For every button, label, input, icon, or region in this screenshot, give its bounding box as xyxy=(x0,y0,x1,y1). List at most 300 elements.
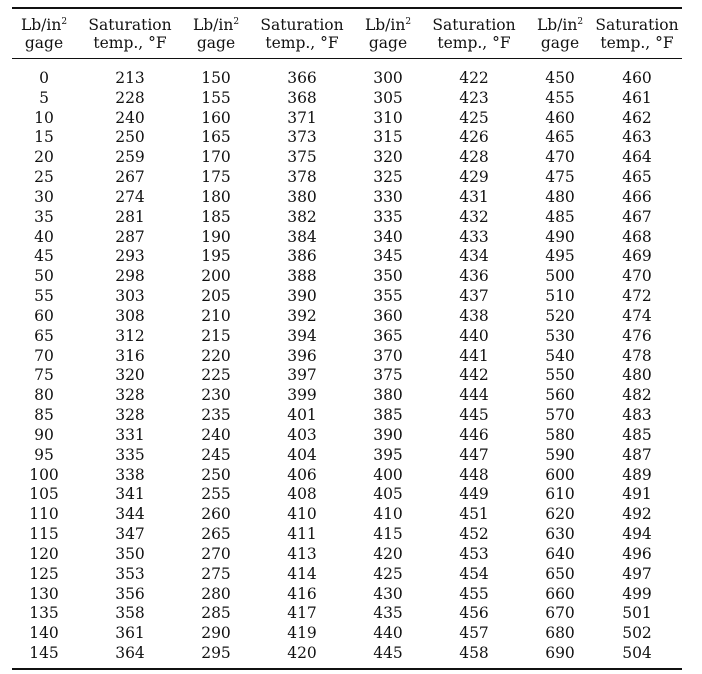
cell-temp-4: 494 xyxy=(622,525,652,544)
cell-temp-3: 429 xyxy=(459,168,489,187)
cell-pressure-1: 55 xyxy=(34,287,54,306)
table-row xyxy=(12,188,682,208)
cell-pressure-1: 130 xyxy=(29,584,59,603)
cell-pressure-1: 140 xyxy=(29,624,59,643)
table-row xyxy=(12,604,682,624)
cell-temp-3: 425 xyxy=(459,108,489,127)
cell-pressure-3: 415 xyxy=(373,525,403,544)
table-row xyxy=(12,406,682,426)
cell-pressure-3: 430 xyxy=(373,584,403,603)
cell-temp-4: 499 xyxy=(622,584,652,603)
cell-pressure-2: 180 xyxy=(201,187,231,206)
cell-temp-3: 452 xyxy=(459,525,489,544)
cell-pressure-1: 95 xyxy=(34,445,54,464)
header-pressure-unit: gage xyxy=(540,33,580,52)
cell-temp-1: 298 xyxy=(115,267,145,286)
cell-temp-2: 397 xyxy=(287,366,317,385)
cell-pressure-3: 350 xyxy=(373,267,403,286)
cell-temp-1: 331 xyxy=(115,425,145,444)
header-pressure-sup: 2 xyxy=(405,16,412,27)
cell-temp-2: 414 xyxy=(287,564,317,583)
cell-temp-3: 446 xyxy=(459,425,489,444)
cell-temp-3: 432 xyxy=(459,207,489,226)
cell-temp-3: 448 xyxy=(459,465,489,484)
cell-pressure-3: 425 xyxy=(373,564,403,583)
cell-pressure-1: 60 xyxy=(34,306,54,325)
cell-temp-3: 436 xyxy=(459,267,489,286)
cell-temp-3: 447 xyxy=(459,445,489,464)
cell-pressure-4: 480 xyxy=(545,187,575,206)
cell-temp-2: 384 xyxy=(287,227,317,246)
cell-temp-1: 259 xyxy=(115,148,145,167)
table-row xyxy=(12,128,682,148)
cell-pressure-3: 395 xyxy=(373,445,403,464)
cell-pressure-3: 445 xyxy=(373,644,403,663)
cell-pressure-2: 155 xyxy=(201,88,231,107)
cell-pressure-3: 340 xyxy=(373,227,403,246)
cell-temp-2: 419 xyxy=(287,624,317,643)
cell-temp-3: 455 xyxy=(459,584,489,603)
table-row xyxy=(12,644,682,664)
cell-pressure-4: 610 xyxy=(545,485,575,504)
cell-pressure-4: 475 xyxy=(545,168,575,187)
cell-temp-1: 328 xyxy=(115,386,145,405)
header-pressure-unit: gage xyxy=(368,33,408,52)
cell-pressure-2: 270 xyxy=(201,544,231,563)
cell-pressure-4: 510 xyxy=(545,287,575,306)
table-row xyxy=(12,386,682,406)
header-temp-unit: temp., °F xyxy=(600,33,674,52)
cell-temp-3: 442 xyxy=(459,366,489,385)
cell-pressure-4: 660 xyxy=(545,584,575,603)
table-row xyxy=(12,525,682,545)
cell-pressure-4: 470 xyxy=(545,148,575,167)
cell-temp-4: 472 xyxy=(622,287,652,306)
cell-pressure-2: 210 xyxy=(201,306,231,325)
cell-pressure-3: 400 xyxy=(373,465,403,484)
cell-temp-3: 426 xyxy=(459,128,489,147)
cell-temp-2: 382 xyxy=(287,207,317,226)
cell-temp-4: 464 xyxy=(622,148,652,167)
cell-temp-3: 422 xyxy=(459,69,489,87)
cell-temp-1: 358 xyxy=(115,604,145,623)
saturation-table xyxy=(12,7,682,670)
cell-temp-3: 438 xyxy=(459,306,489,325)
cell-pressure-4: 465 xyxy=(545,128,575,147)
cell-temp-4: 461 xyxy=(622,88,652,107)
cell-pressure-2: 235 xyxy=(201,406,231,425)
cell-pressure-2: 240 xyxy=(201,425,231,444)
cell-pressure-4: 490 xyxy=(545,227,575,246)
header-temp-2 xyxy=(248,16,356,52)
cell-temp-2: 373 xyxy=(287,128,317,147)
table-row xyxy=(12,109,682,129)
cell-pressure-3: 410 xyxy=(373,505,403,524)
table-row xyxy=(12,267,682,287)
cell-pressure-3: 370 xyxy=(373,346,403,365)
table-row xyxy=(12,545,682,565)
table-row xyxy=(12,69,682,89)
cell-temp-3: 445 xyxy=(459,406,489,425)
cell-temp-1: 353 xyxy=(115,564,145,583)
cell-pressure-4: 540 xyxy=(545,346,575,365)
cell-pressure-1: 125 xyxy=(29,564,59,583)
cell-pressure-1: 105 xyxy=(29,485,59,504)
cell-temp-3: 428 xyxy=(459,148,489,167)
cell-temp-1: 250 xyxy=(115,128,145,147)
table-row xyxy=(12,327,682,347)
cell-temp-2: 413 xyxy=(287,544,317,563)
cell-temp-1: 328 xyxy=(115,406,145,425)
cell-pressure-1: 85 xyxy=(34,406,54,425)
cell-temp-3: 433 xyxy=(459,227,489,246)
table-row xyxy=(12,624,682,644)
cell-pressure-2: 225 xyxy=(201,366,231,385)
cell-pressure-2: 175 xyxy=(201,168,231,187)
cell-temp-2: 388 xyxy=(287,267,317,286)
cell-temp-2: 401 xyxy=(287,406,317,425)
cell-pressure-1: 90 xyxy=(34,425,54,444)
cell-temp-1: 281 xyxy=(115,207,145,226)
cell-pressure-4: 590 xyxy=(545,445,575,464)
cell-pressure-1: 75 xyxy=(34,366,54,385)
cell-pressure-3: 360 xyxy=(373,306,403,325)
cell-pressure-1: 5 xyxy=(39,88,49,107)
header-temp-unit: temp., °F xyxy=(265,33,339,52)
cell-temp-4: 480 xyxy=(622,366,652,385)
cell-pressure-3: 390 xyxy=(373,425,403,444)
cell-temp-3: 431 xyxy=(459,187,489,206)
cell-pressure-2: 170 xyxy=(201,148,231,167)
cell-pressure-4: 690 xyxy=(545,644,575,663)
cell-pressure-3: 380 xyxy=(373,386,403,405)
cell-temp-3: 440 xyxy=(459,326,489,345)
cell-pressure-2: 295 xyxy=(201,644,231,663)
cell-pressure-1: 70 xyxy=(34,346,54,365)
table-row xyxy=(12,446,682,466)
cell-temp-4: 476 xyxy=(622,326,652,345)
cell-pressure-4: 620 xyxy=(545,505,575,524)
cell-temp-1: 303 xyxy=(115,287,145,306)
cell-pressure-1: 50 xyxy=(34,267,54,286)
cell-temp-1: 316 xyxy=(115,346,145,365)
cell-pressure-3: 345 xyxy=(373,247,403,266)
header-temp-1 xyxy=(76,16,184,52)
cell-temp-2: 406 xyxy=(287,465,317,484)
cell-pressure-3: 420 xyxy=(373,544,403,563)
cell-temp-1: 274 xyxy=(115,187,145,206)
table-bottom-rule xyxy=(12,668,682,670)
cell-temp-3: 451 xyxy=(459,505,489,524)
cell-pressure-3: 320 xyxy=(373,148,403,167)
cell-temp-1: 312 xyxy=(115,326,145,345)
cell-temp-1: 335 xyxy=(115,445,145,464)
table-row xyxy=(12,208,682,228)
cell-temp-4: 466 xyxy=(622,187,652,206)
cell-pressure-3: 435 xyxy=(373,604,403,623)
cell-pressure-2: 190 xyxy=(201,227,231,246)
header-temp-3 xyxy=(420,16,528,52)
table-row xyxy=(12,148,682,168)
header-pressure-3 xyxy=(356,16,420,52)
cell-pressure-1: 135 xyxy=(29,604,59,623)
cell-pressure-2: 260 xyxy=(201,505,231,524)
cell-temp-1: 293 xyxy=(115,247,145,266)
cell-pressure-2: 150 xyxy=(201,69,231,87)
header-pressure-1 xyxy=(12,16,76,52)
cell-pressure-3: 310 xyxy=(373,108,403,127)
cell-temp-2: 368 xyxy=(287,88,317,107)
cell-temp-4: 496 xyxy=(622,544,652,563)
cell-pressure-2: 280 xyxy=(201,584,231,603)
cell-temp-2: 399 xyxy=(287,386,317,405)
cell-pressure-2: 230 xyxy=(201,386,231,405)
cell-pressure-4: 670 xyxy=(545,604,575,623)
cell-temp-2: 403 xyxy=(287,425,317,444)
cell-temp-2: 390 xyxy=(287,287,317,306)
table-body xyxy=(12,59,682,664)
cell-pressure-4: 570 xyxy=(545,406,575,425)
cell-temp-4: 489 xyxy=(622,465,652,484)
cell-temp-4: 501 xyxy=(622,604,652,623)
cell-temp-1: 287 xyxy=(115,227,145,246)
cell-pressure-1: 145 xyxy=(29,644,59,663)
cell-temp-3: 456 xyxy=(459,604,489,623)
cell-pressure-2: 195 xyxy=(201,247,231,266)
cell-temp-1: 344 xyxy=(115,505,145,524)
cell-temp-4: 492 xyxy=(622,505,652,524)
cell-temp-4: 460 xyxy=(622,69,652,87)
cell-pressure-1: 20 xyxy=(34,148,54,167)
cell-temp-4: 491 xyxy=(622,485,652,504)
cell-pressure-2: 160 xyxy=(201,108,231,127)
cell-pressure-4: 530 xyxy=(545,326,575,345)
cell-temp-1: 338 xyxy=(115,465,145,484)
table-row xyxy=(12,466,682,486)
table-row xyxy=(12,247,682,267)
cell-temp-3: 453 xyxy=(459,544,489,563)
cell-pressure-4: 580 xyxy=(545,425,575,444)
cell-pressure-1: 15 xyxy=(34,128,54,147)
cell-temp-2: 417 xyxy=(287,604,317,623)
cell-pressure-2: 185 xyxy=(201,207,231,226)
header-pressure-label: Lb/in xyxy=(192,15,234,34)
cell-temp-1: 228 xyxy=(115,88,145,107)
table-row xyxy=(12,228,682,248)
cell-pressure-1: 45 xyxy=(34,247,54,266)
cell-temp-1: 361 xyxy=(115,624,145,643)
cell-pressure-1: 100 xyxy=(29,465,59,484)
cell-temp-4: 465 xyxy=(622,168,652,187)
cell-pressure-1: 65 xyxy=(34,326,54,345)
table-row xyxy=(12,485,682,505)
cell-pressure-3: 330 xyxy=(373,187,403,206)
cell-pressure-3: 355 xyxy=(373,287,403,306)
cell-temp-2: 375 xyxy=(287,148,317,167)
cell-temp-4: 478 xyxy=(622,346,652,365)
cell-pressure-3: 440 xyxy=(373,624,403,643)
cell-pressure-4: 520 xyxy=(545,306,575,325)
cell-temp-2: 416 xyxy=(287,584,317,603)
cell-pressure-3: 325 xyxy=(373,168,403,187)
cell-temp-4: 483 xyxy=(622,406,652,425)
cell-pressure-3: 385 xyxy=(373,406,403,425)
cell-pressure-4: 450 xyxy=(545,69,575,87)
header-temp-label: Saturation xyxy=(595,15,679,34)
cell-pressure-2: 285 xyxy=(201,604,231,623)
cell-pressure-4: 640 xyxy=(545,544,575,563)
cell-temp-1: 347 xyxy=(115,525,145,544)
cell-pressure-2: 220 xyxy=(201,346,231,365)
header-pressure-label: Lb/in xyxy=(536,15,578,34)
table-row xyxy=(12,426,682,446)
table-header-row xyxy=(12,9,682,58)
table-row xyxy=(12,347,682,367)
cell-pressure-3: 405 xyxy=(373,485,403,504)
cell-temp-2: 380 xyxy=(287,187,317,206)
header-pressure-label: Lb/in xyxy=(364,15,406,34)
cell-temp-1: 364 xyxy=(115,644,145,663)
table-row xyxy=(12,287,682,307)
cell-temp-4: 467 xyxy=(622,207,652,226)
header-temp-unit: temp., °F xyxy=(93,33,167,52)
cell-pressure-2: 275 xyxy=(201,564,231,583)
cell-temp-4: 485 xyxy=(622,425,652,444)
cell-temp-2: 411 xyxy=(287,525,317,544)
cell-pressure-2: 245 xyxy=(201,445,231,464)
cell-pressure-1: 110 xyxy=(29,505,59,524)
cell-pressure-4: 560 xyxy=(545,386,575,405)
cell-pressure-2: 205 xyxy=(201,287,231,306)
cell-temp-2: 366 xyxy=(287,69,317,87)
cell-temp-3: 444 xyxy=(459,386,489,405)
cell-pressure-3: 365 xyxy=(373,326,403,345)
cell-temp-3: 458 xyxy=(459,644,489,663)
header-pressure-sup: 2 xyxy=(577,16,584,27)
table-row xyxy=(12,585,682,605)
table-row xyxy=(12,307,682,327)
cell-pressure-4: 460 xyxy=(545,108,575,127)
cell-pressure-4: 455 xyxy=(545,88,575,107)
cell-temp-1: 320 xyxy=(115,366,145,385)
cell-pressure-2: 265 xyxy=(201,525,231,544)
cell-pressure-3: 305 xyxy=(373,88,403,107)
header-temp-label: Saturation xyxy=(88,15,172,34)
table-row xyxy=(12,89,682,109)
header-temp-label: Saturation xyxy=(432,15,516,34)
cell-temp-4: 468 xyxy=(622,227,652,246)
cell-pressure-2: 255 xyxy=(201,485,231,504)
cell-pressure-1: 120 xyxy=(29,544,59,563)
cell-temp-2: 386 xyxy=(287,247,317,266)
cell-temp-2: 378 xyxy=(287,168,317,187)
table-row xyxy=(12,168,682,188)
cell-pressure-4: 495 xyxy=(545,247,575,266)
cell-temp-4: 470 xyxy=(622,267,652,286)
cell-pressure-1: 10 xyxy=(34,108,54,127)
cell-temp-3: 457 xyxy=(459,624,489,643)
cell-pressure-2: 165 xyxy=(201,128,231,147)
cell-temp-4: 463 xyxy=(622,128,652,147)
header-pressure-sup: 2 xyxy=(61,16,68,27)
cell-temp-3: 437 xyxy=(459,287,489,306)
cell-temp-2: 392 xyxy=(287,306,317,325)
cell-pressure-1: 80 xyxy=(34,386,54,405)
cell-temp-2: 408 xyxy=(287,485,317,504)
cell-pressure-2: 215 xyxy=(201,326,231,345)
cell-pressure-1: 30 xyxy=(34,187,54,206)
header-pressure-4 xyxy=(528,16,592,52)
cell-pressure-2: 290 xyxy=(201,624,231,643)
cell-pressure-4: 650 xyxy=(545,564,575,583)
header-temp-unit: temp., °F xyxy=(437,33,511,52)
cell-temp-4: 502 xyxy=(622,624,652,643)
table-row xyxy=(12,366,682,386)
cell-pressure-2: 250 xyxy=(201,465,231,484)
header-temp-4 xyxy=(592,16,682,52)
cell-temp-3: 441 xyxy=(459,346,489,365)
cell-temp-2: 410 xyxy=(287,505,317,524)
cell-pressure-4: 550 xyxy=(545,366,575,385)
table-row xyxy=(12,505,682,525)
cell-pressure-3: 335 xyxy=(373,207,403,226)
cell-temp-1: 341 xyxy=(115,485,145,504)
cell-temp-1: 350 xyxy=(115,544,145,563)
cell-temp-1: 356 xyxy=(115,584,145,603)
cell-temp-3: 434 xyxy=(459,247,489,266)
cell-pressure-4: 600 xyxy=(545,465,575,484)
cell-pressure-4: 485 xyxy=(545,207,575,226)
cell-temp-2: 404 xyxy=(287,445,317,464)
cell-temp-2: 420 xyxy=(287,644,317,663)
cell-pressure-1: 0 xyxy=(39,69,49,87)
cell-temp-2: 396 xyxy=(287,346,317,365)
header-pressure-unit: gage xyxy=(196,33,236,52)
header-pressure-label: Lb/in xyxy=(20,15,62,34)
cell-temp-4: 497 xyxy=(622,564,652,583)
cell-temp-3: 423 xyxy=(459,88,489,107)
cell-pressure-4: 500 xyxy=(545,267,575,286)
cell-pressure-4: 630 xyxy=(545,525,575,544)
cell-temp-3: 454 xyxy=(459,564,489,583)
cell-pressure-3: 315 xyxy=(373,128,403,147)
cell-temp-4: 469 xyxy=(622,247,652,266)
cell-pressure-3: 300 xyxy=(373,69,403,87)
header-pressure-unit: gage xyxy=(24,33,64,52)
table-row xyxy=(12,565,682,585)
header-pressure-2 xyxy=(184,16,248,52)
cell-temp-1: 308 xyxy=(115,306,145,325)
cell-temp-4: 462 xyxy=(622,108,652,127)
cell-pressure-1: 40 xyxy=(34,227,54,246)
cell-pressure-2: 200 xyxy=(201,267,231,286)
cell-temp-4: 474 xyxy=(622,306,652,325)
cell-temp-4: 482 xyxy=(622,386,652,405)
cell-temp-2: 371 xyxy=(287,108,317,127)
header-pressure-sup: 2 xyxy=(233,16,240,27)
cell-pressure-1: 35 xyxy=(34,207,54,226)
cell-temp-1: 267 xyxy=(115,168,145,187)
cell-temp-1: 240 xyxy=(115,108,145,127)
header-temp-label: Saturation xyxy=(260,15,344,34)
cell-pressure-4: 680 xyxy=(545,624,575,643)
cell-temp-4: 487 xyxy=(622,445,652,464)
cell-pressure-1: 115 xyxy=(29,525,59,544)
cell-temp-1: 213 xyxy=(115,69,145,87)
cell-pressure-3: 375 xyxy=(373,366,403,385)
cell-pressure-1: 25 xyxy=(34,168,54,187)
cell-temp-3: 449 xyxy=(459,485,489,504)
